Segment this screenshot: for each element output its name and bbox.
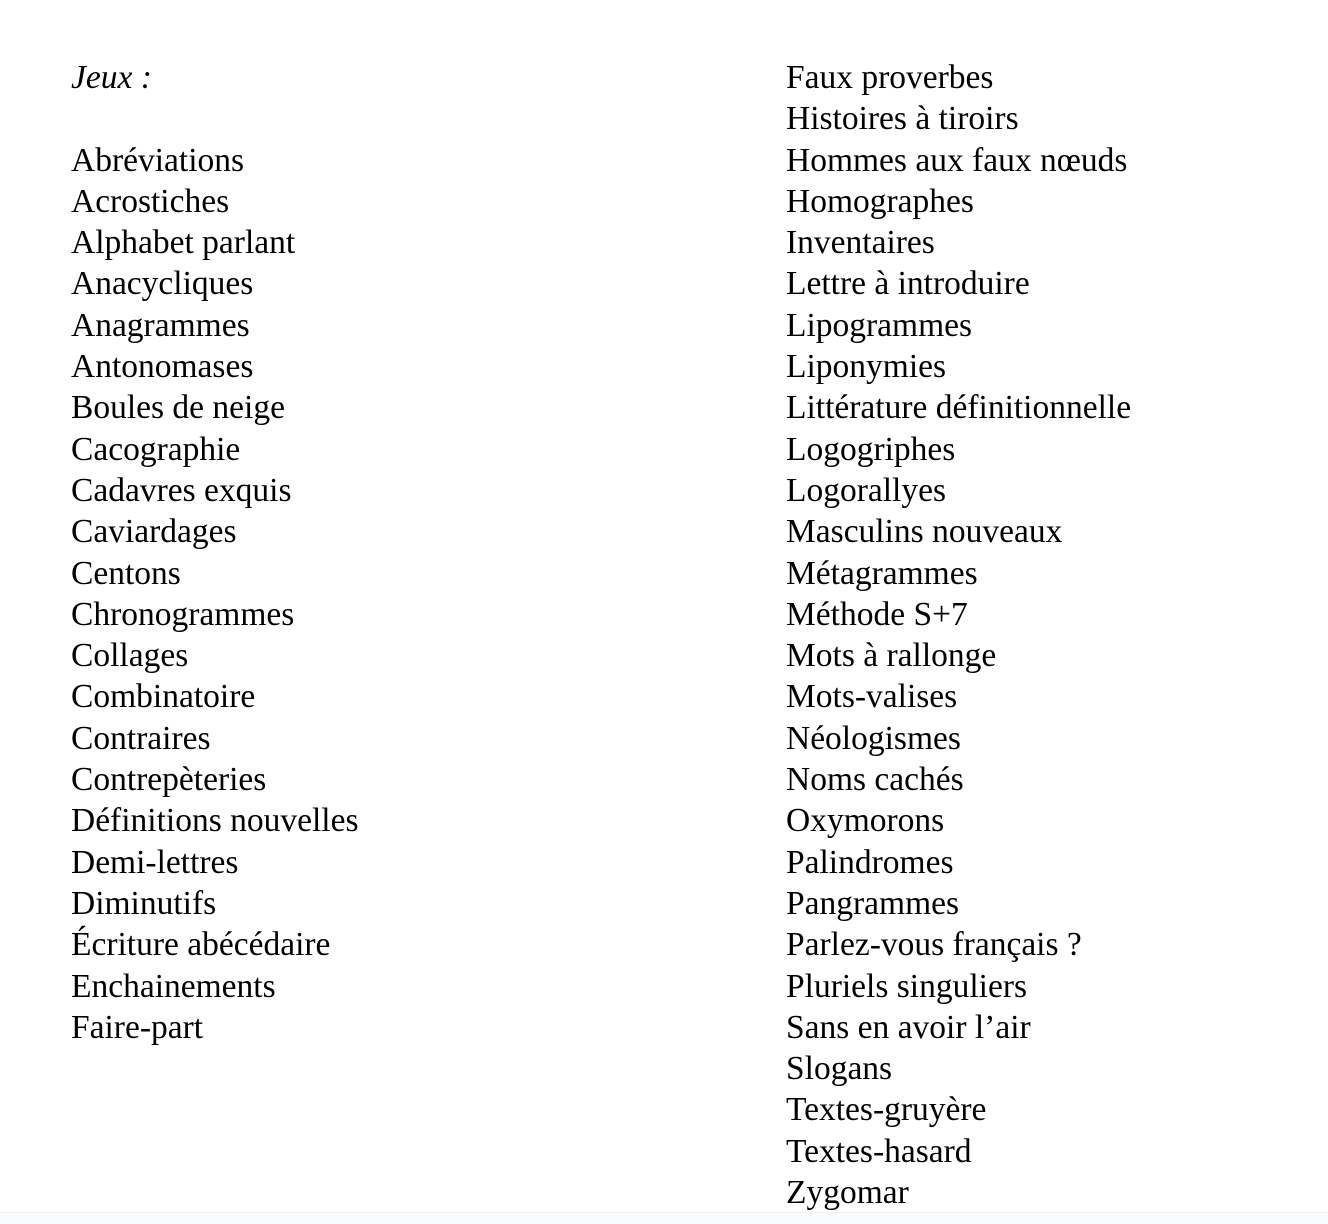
game-list-item: Boules de neige [71, 389, 285, 427]
game-list-item: Oxymorons [786, 802, 945, 840]
game-list-item: Logorallyes [786, 471, 947, 509]
game-list-item: Contrepèteries [71, 761, 267, 799]
game-list-item: Lettre à introduire [786, 265, 1030, 303]
game-list-item: Littérature définitionnelle [786, 389, 1132, 427]
game-list-item: Mots à rallonge [786, 637, 997, 675]
game-list-item: Caviardages [71, 513, 237, 551]
game-list-item: Pluriels singuliers [786, 967, 1028, 1005]
game-list-item: Textes-hasard [786, 1132, 972, 1170]
game-list-item: Définitions nouvelles [71, 802, 359, 840]
game-list-item: Zygomar [786, 1174, 909, 1212]
game-list-item: Inventaires [786, 224, 935, 262]
game-list-item: Liponymies [786, 348, 947, 386]
game-list-item: Histoires à tiroirs [786, 100, 1019, 138]
games-list-left-column [71, 57, 786, 1213]
game-list-item: Néologismes [786, 719, 961, 757]
game-list-item: Pangrammes [786, 884, 960, 922]
game-list-item: Centons [71, 554, 181, 592]
game-list-item: Palindromes [786, 843, 954, 881]
game-list-item: Slogans [786, 1050, 893, 1088]
games-list-right [786, 57, 1328, 1213]
game-list-item: Contraires [71, 719, 211, 757]
game-list-item: Collages [71, 637, 189, 675]
game-list-item: Abréviations [71, 141, 245, 179]
game-list-item: Hommes aux faux nœuds [786, 141, 1128, 179]
game-list-item: Alphabet parlant [71, 224, 296, 262]
game-list-item: Cadavres exquis [71, 471, 292, 509]
section-heading-jeux: Jeux : [71, 59, 152, 96]
game-list-item: Demi-lettres [71, 843, 239, 881]
game-list-item: Faire-part [71, 1008, 204, 1046]
game-list-item: Cacographie [71, 430, 241, 468]
game-list-item: Logogriphes [786, 430, 956, 468]
game-list-item: Combinatoire [71, 678, 256, 716]
game-list-item: Antonomases [71, 348, 254, 386]
game-list-item: Masculins nouveaux [786, 513, 1063, 551]
games-list-right-column [786, 57, 1328, 1213]
game-list-item: Textes-gruyère [786, 1091, 987, 1129]
game-list-item: Noms cachés [786, 761, 964, 799]
game-list-item: Faux proverbes [786, 59, 994, 96]
game-list-item: Chronogrammes [71, 595, 295, 633]
blank-line [71, 98, 786, 139]
game-list-item: Mots-valises [786, 678, 958, 716]
game-list-item: Écriture abécédaire [71, 926, 331, 964]
games-list-left [71, 140, 786, 1049]
game-list-item: Sans en avoir l’air [786, 1008, 1031, 1046]
game-list-item: Acrostiches [71, 182, 230, 220]
page-bottom-edge [0, 1212, 1328, 1224]
game-list-item: Enchainements [71, 967, 276, 1005]
game-list-item: Anacycliques [71, 265, 254, 303]
game-list-item: Lipogrammes [786, 306, 973, 344]
game-list-item: Métagrammes [786, 554, 978, 592]
game-list-item: Homographes [786, 182, 974, 220]
game-list-item: Parlez-vous français ? [786, 926, 1082, 964]
game-list-item: Anagrammes [71, 306, 250, 344]
game-list-item: Méthode S+7 [786, 595, 968, 633]
game-list-item: Diminutifs [71, 884, 217, 922]
